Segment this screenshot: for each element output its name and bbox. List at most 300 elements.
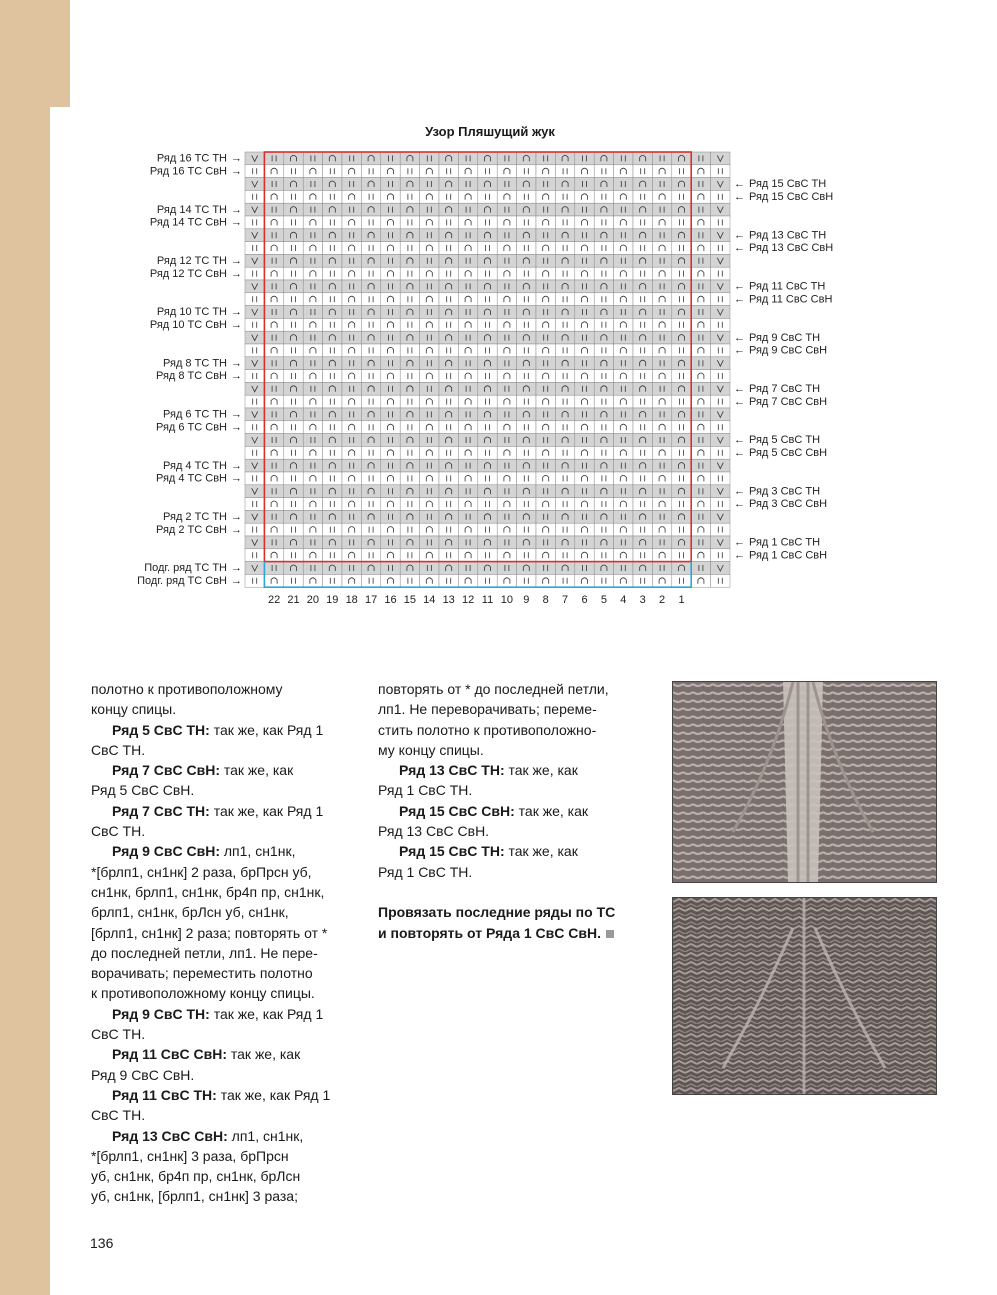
chart-cell [555, 152, 574, 165]
text-line [378, 780, 633, 800]
chart-cell [691, 485, 710, 498]
row-label-right: Ряд 3 СвС ТН [749, 485, 821, 498]
chart-cell [691, 344, 710, 357]
arrow-left-icon: ← [734, 383, 745, 395]
chart-cell [284, 434, 303, 447]
column-number: 21 [287, 594, 300, 607]
chart-cell [614, 446, 633, 459]
chart-cell [478, 331, 497, 344]
knit-photo-front [672, 681, 937, 883]
chart-cell [420, 523, 439, 536]
chart-cell [497, 242, 516, 255]
chart-cell [711, 190, 730, 203]
chart-cell [536, 485, 555, 498]
chart-cell [303, 574, 322, 587]
text-line [378, 902, 633, 922]
chart-cell [652, 549, 671, 562]
chart-cell [594, 357, 613, 370]
chart-cell [400, 280, 419, 293]
chart-cell [381, 229, 400, 242]
chart-cell [420, 446, 439, 459]
chart-cell [439, 510, 458, 523]
chart-cell [342, 331, 361, 344]
chart-cell [361, 370, 380, 383]
chart-cell [400, 382, 419, 395]
chart-cell [381, 203, 400, 216]
chart-cell [517, 510, 536, 523]
chart-cell [555, 331, 574, 344]
chart-cell [284, 562, 303, 575]
chart-cell [323, 190, 342, 203]
chart-cell [381, 498, 400, 511]
chart-cell [458, 549, 477, 562]
arrow-left-icon: ← [734, 344, 745, 357]
chart-cell [594, 562, 613, 575]
chart-cell [536, 357, 555, 370]
chart-cell [497, 178, 516, 191]
chart-cell [420, 203, 439, 216]
chart-cell [342, 152, 361, 165]
chart-cell [497, 395, 516, 408]
chart-cell [420, 216, 439, 229]
chart-cell [672, 203, 691, 216]
chart-cell [342, 421, 361, 434]
chart-cell [284, 395, 303, 408]
text-line-body: так же, как Ряд 1 [209, 721, 324, 738]
chart-cell [575, 242, 594, 255]
chart-cell [361, 190, 380, 203]
chart-cell [672, 536, 691, 549]
chart-cell [420, 152, 439, 165]
chart-cell [478, 216, 497, 229]
chart-cell [672, 190, 691, 203]
text-line-body: лп1. Не переворачивать; переме- [378, 701, 597, 718]
chart-cell [245, 357, 264, 370]
row-label-left: Подг. ряд ТС СвН [137, 575, 227, 587]
chart-cell [342, 203, 361, 216]
chart-cell [478, 408, 497, 421]
chart-cell [478, 178, 497, 191]
chart-cell [497, 306, 516, 319]
chart-cell [691, 408, 710, 421]
chart-cell [264, 434, 283, 447]
arrow-right-icon: → [231, 203, 242, 216]
chart-cell [303, 421, 322, 434]
chart-cell [517, 434, 536, 447]
chart-cell [555, 293, 574, 306]
chart-cell [381, 562, 400, 575]
text-line-body: так же, как Ряд 1 [216, 1086, 331, 1103]
chart-cell [594, 190, 613, 203]
chart-cell [711, 446, 730, 459]
column-number: 2 [659, 594, 666, 607]
chart-cell [439, 152, 458, 165]
chart-cell [420, 434, 439, 447]
chart-cell [575, 203, 594, 216]
chart-cell [536, 152, 555, 165]
chart-cell [478, 267, 497, 280]
chart-cell [381, 306, 400, 319]
chart-cell [711, 485, 730, 498]
chart-cell [711, 152, 730, 165]
chart-cell [458, 203, 477, 216]
chart-cell [420, 408, 439, 421]
chart-cell [711, 421, 730, 434]
chart-cell [672, 293, 691, 306]
chart-cell [381, 370, 400, 383]
chart-cell [652, 190, 671, 203]
chart-cell [478, 190, 497, 203]
chart-cell [381, 421, 400, 434]
chart-cell [711, 472, 730, 485]
chart-cell [400, 152, 419, 165]
chart-cell [575, 536, 594, 549]
chart-cell [594, 178, 613, 191]
chart-cell [361, 306, 380, 319]
chart-cell [633, 370, 652, 383]
chart-cell [711, 318, 730, 331]
chart-cell [497, 152, 516, 165]
chart-cell [420, 485, 439, 498]
chart-cell [400, 562, 419, 575]
chart-cell [284, 382, 303, 395]
end-square-icon [606, 930, 614, 938]
chart-cell [478, 395, 497, 408]
chart-cell [323, 446, 342, 459]
chart-cell [478, 280, 497, 293]
chart-cell [439, 498, 458, 511]
chart-cell [420, 242, 439, 255]
row-label-left: Ряд 8 ТС ТН [163, 357, 227, 370]
chart-cell [303, 523, 322, 536]
chart-cell [381, 485, 400, 498]
chart-cell [361, 344, 380, 357]
chart-cell [594, 395, 613, 408]
text-line [91, 1024, 346, 1044]
chart-cell [245, 472, 264, 485]
chart-cell [458, 395, 477, 408]
chart-cell [303, 216, 322, 229]
chart-cell [458, 331, 477, 344]
chart-cell [594, 254, 613, 267]
arrow-right-icon: → [231, 306, 242, 319]
chart-cell [575, 280, 594, 293]
chart-cell [555, 408, 574, 421]
text-line [378, 699, 633, 719]
chart-cell [555, 242, 574, 255]
chart-cell [672, 574, 691, 587]
chart-cell [342, 267, 361, 280]
chart-cell [303, 498, 322, 511]
chart-cell [381, 574, 400, 587]
chart-cell [711, 165, 730, 178]
row-label-left: Ряд 6 ТС СвН [155, 421, 227, 434]
chart-cell [323, 267, 342, 280]
chart-cell [711, 357, 730, 370]
chart-cell [575, 293, 594, 306]
text-line [91, 801, 346, 821]
chart-cell [420, 306, 439, 319]
chart-cell [400, 370, 419, 383]
chart-cell [497, 459, 516, 472]
chart-cell [691, 306, 710, 319]
chart-cell [303, 408, 322, 421]
chart-cell [264, 446, 283, 459]
text-line [91, 740, 346, 760]
chart-cell [555, 267, 574, 280]
chart-cell [439, 434, 458, 447]
chart-cell [575, 152, 594, 165]
row-label-left: Ряд 12 ТС СвН [149, 267, 227, 280]
chart-cell [303, 395, 322, 408]
chart-cell [536, 498, 555, 511]
chart-cell [594, 382, 613, 395]
chart-cell [284, 357, 303, 370]
chart-cell [555, 229, 574, 242]
text-line [378, 862, 633, 882]
chart-cell [342, 165, 361, 178]
chart-cell [652, 229, 671, 242]
chart-cell [303, 485, 322, 498]
text-line [378, 679, 633, 699]
text-line [91, 1186, 346, 1206]
chart-cell [555, 165, 574, 178]
text-line-bold: Ряд 15 СвС СвН: [399, 802, 515, 819]
chart-cell [381, 293, 400, 306]
chart-cell [245, 152, 264, 165]
chart-cell [633, 280, 652, 293]
chart-cell [652, 395, 671, 408]
chart-cell [284, 331, 303, 344]
chart-cell [381, 536, 400, 549]
chart-cell [517, 485, 536, 498]
chart-cell [323, 536, 342, 549]
text-line [378, 801, 633, 821]
chart-cell [517, 421, 536, 434]
chart-cell [361, 485, 380, 498]
chart-cell [264, 472, 283, 485]
chart-cell [478, 306, 497, 319]
arrow-left-icon: ← [734, 229, 745, 242]
chart-cell [633, 216, 652, 229]
text-line-body: *[брлп1, сн1нк] 2 раза, брПрсн уб, [91, 863, 312, 880]
knit-texture-1 [673, 682, 936, 882]
chart-cell [497, 318, 516, 331]
chart-cell [323, 203, 342, 216]
chart-cell [381, 446, 400, 459]
chart-cell [575, 408, 594, 421]
chart-cell [361, 229, 380, 242]
chart-cell [672, 370, 691, 383]
chart-cell [633, 408, 652, 421]
chart-cell [497, 267, 516, 280]
chart-cell [614, 562, 633, 575]
chart-cell [536, 203, 555, 216]
chart-cell [594, 408, 613, 421]
row-label-right: Ряд 9 СвС СвН [749, 344, 828, 357]
chart-cell [691, 293, 710, 306]
chart-cell [614, 254, 633, 267]
chart-cell [284, 459, 303, 472]
chart-cell [264, 152, 283, 165]
chart-cell [400, 165, 419, 178]
chart-cell [245, 229, 264, 242]
chart-cell [652, 459, 671, 472]
text-line [91, 720, 346, 740]
chart-cell [536, 472, 555, 485]
chart-cell [264, 344, 283, 357]
chart-cell [458, 421, 477, 434]
arrow-right-icon: → [231, 421, 242, 434]
chart-cell [303, 165, 322, 178]
chart-cell [672, 152, 691, 165]
text-line [91, 1065, 346, 1085]
chart-cell [497, 370, 516, 383]
chart-cell [420, 574, 439, 587]
chart-cell [264, 459, 283, 472]
chart-cell [439, 242, 458, 255]
chart-cell [245, 242, 264, 255]
chart-cell [614, 498, 633, 511]
chart-cell [633, 498, 652, 511]
chart-cell [575, 190, 594, 203]
chart-cell [711, 203, 730, 216]
row-label-left: Ряд 16 ТС СвН [149, 165, 227, 178]
chart-cell [711, 510, 730, 523]
chart-cell [555, 485, 574, 498]
chart-cell [633, 293, 652, 306]
chart-cell [652, 498, 671, 511]
chart-cell [478, 370, 497, 383]
chart-cell [323, 485, 342, 498]
chart-cell [323, 344, 342, 357]
chart-cell [323, 331, 342, 344]
chart-cell [575, 498, 594, 511]
chart-cell [536, 344, 555, 357]
chart-cell [517, 190, 536, 203]
chart-cell [672, 280, 691, 293]
chart-cell [323, 318, 342, 331]
chart-cell [478, 382, 497, 395]
chart-cell [478, 498, 497, 511]
chart-cell [691, 318, 710, 331]
chart-cell [420, 472, 439, 485]
arrow-right-icon: → [231, 575, 242, 587]
chart-cell [400, 267, 419, 280]
chart-cell [245, 178, 264, 191]
row-label-left: Ряд 14 ТС ТН [156, 203, 227, 216]
chart-cell [633, 357, 652, 370]
chart-cell [691, 203, 710, 216]
chart-cell [633, 267, 652, 280]
chart-cell [672, 421, 691, 434]
text-line-bold: Провязать последние ряды по ТС [378, 904, 616, 921]
chart-cell [458, 165, 477, 178]
text-line [378, 841, 633, 861]
chart-cell [517, 574, 536, 587]
chart-cell [381, 382, 400, 395]
chart-cell [323, 434, 342, 447]
text-line-body: брлп1, сн1нк, брЛсн уб, сн1нк, [91, 904, 289, 921]
chart-cell [575, 446, 594, 459]
chart-cell [614, 242, 633, 255]
text-line [91, 841, 346, 861]
row-label-left: Ряд 10 ТС СвН [149, 319, 227, 331]
chart-cell [400, 216, 419, 229]
chart-cell [439, 229, 458, 242]
chart-cell [264, 229, 283, 242]
chart-cell [284, 549, 303, 562]
chart-cell [594, 344, 613, 357]
chart-cell [672, 562, 691, 575]
chart-cell [711, 370, 730, 383]
chart-cell [478, 562, 497, 575]
chart-cell [672, 344, 691, 357]
chart-cell [497, 382, 516, 395]
arrow-left-icon: ← [734, 549, 745, 562]
chart-cell [555, 318, 574, 331]
chart-cell [691, 331, 710, 344]
chart-cell [614, 485, 633, 498]
chart-cell [303, 382, 322, 395]
chart-cell [614, 152, 633, 165]
chart-cell [478, 229, 497, 242]
text-line [91, 1126, 346, 1146]
text-line-bold: Ряд 5 СвС ТН: [112, 721, 210, 738]
chart-cell [672, 510, 691, 523]
chart-cell [323, 459, 342, 472]
knit-photo-back [672, 897, 937, 1095]
chart-cell [420, 459, 439, 472]
arrow-right-icon: → [231, 267, 242, 280]
chart-cell [284, 485, 303, 498]
chart-cell [245, 306, 264, 319]
chart-cell [361, 434, 380, 447]
chart-cell [361, 331, 380, 344]
chart-cell [711, 280, 730, 293]
chart-cell [614, 293, 633, 306]
chart-cell [439, 203, 458, 216]
text-line [378, 740, 633, 760]
chart-cell [342, 216, 361, 229]
text-line [378, 760, 633, 780]
chart-cell [633, 306, 652, 319]
chart-cell [420, 510, 439, 523]
chart-cell [691, 459, 710, 472]
chart-cell [555, 395, 574, 408]
text-line-body: Ряд 1 СвС ТН. [378, 782, 473, 799]
chart-cell [633, 152, 652, 165]
chart-cell [303, 510, 322, 523]
chart-cell [361, 549, 380, 562]
chart-cell [245, 203, 264, 216]
chart-cell [672, 165, 691, 178]
chart-cell [497, 434, 516, 447]
text-line-body: уб, сн1нк, бр4п пр, сн1нк, брЛсн [91, 1168, 301, 1185]
chart-cell [691, 165, 710, 178]
chart-cell [536, 280, 555, 293]
chart-cell [361, 254, 380, 267]
text-line-body: лп1, сн1нк, [227, 1127, 304, 1144]
chart-cell [575, 216, 594, 229]
chart-cell [711, 216, 730, 229]
chart-cell [614, 549, 633, 562]
text-line-body: ворачивать; переместить полотно [91, 965, 313, 982]
chart-cell [497, 216, 516, 229]
chart-cell [536, 216, 555, 229]
text-line-bold: Ряд 15 СвС ТН: [399, 843, 505, 860]
chart-cell [691, 216, 710, 229]
